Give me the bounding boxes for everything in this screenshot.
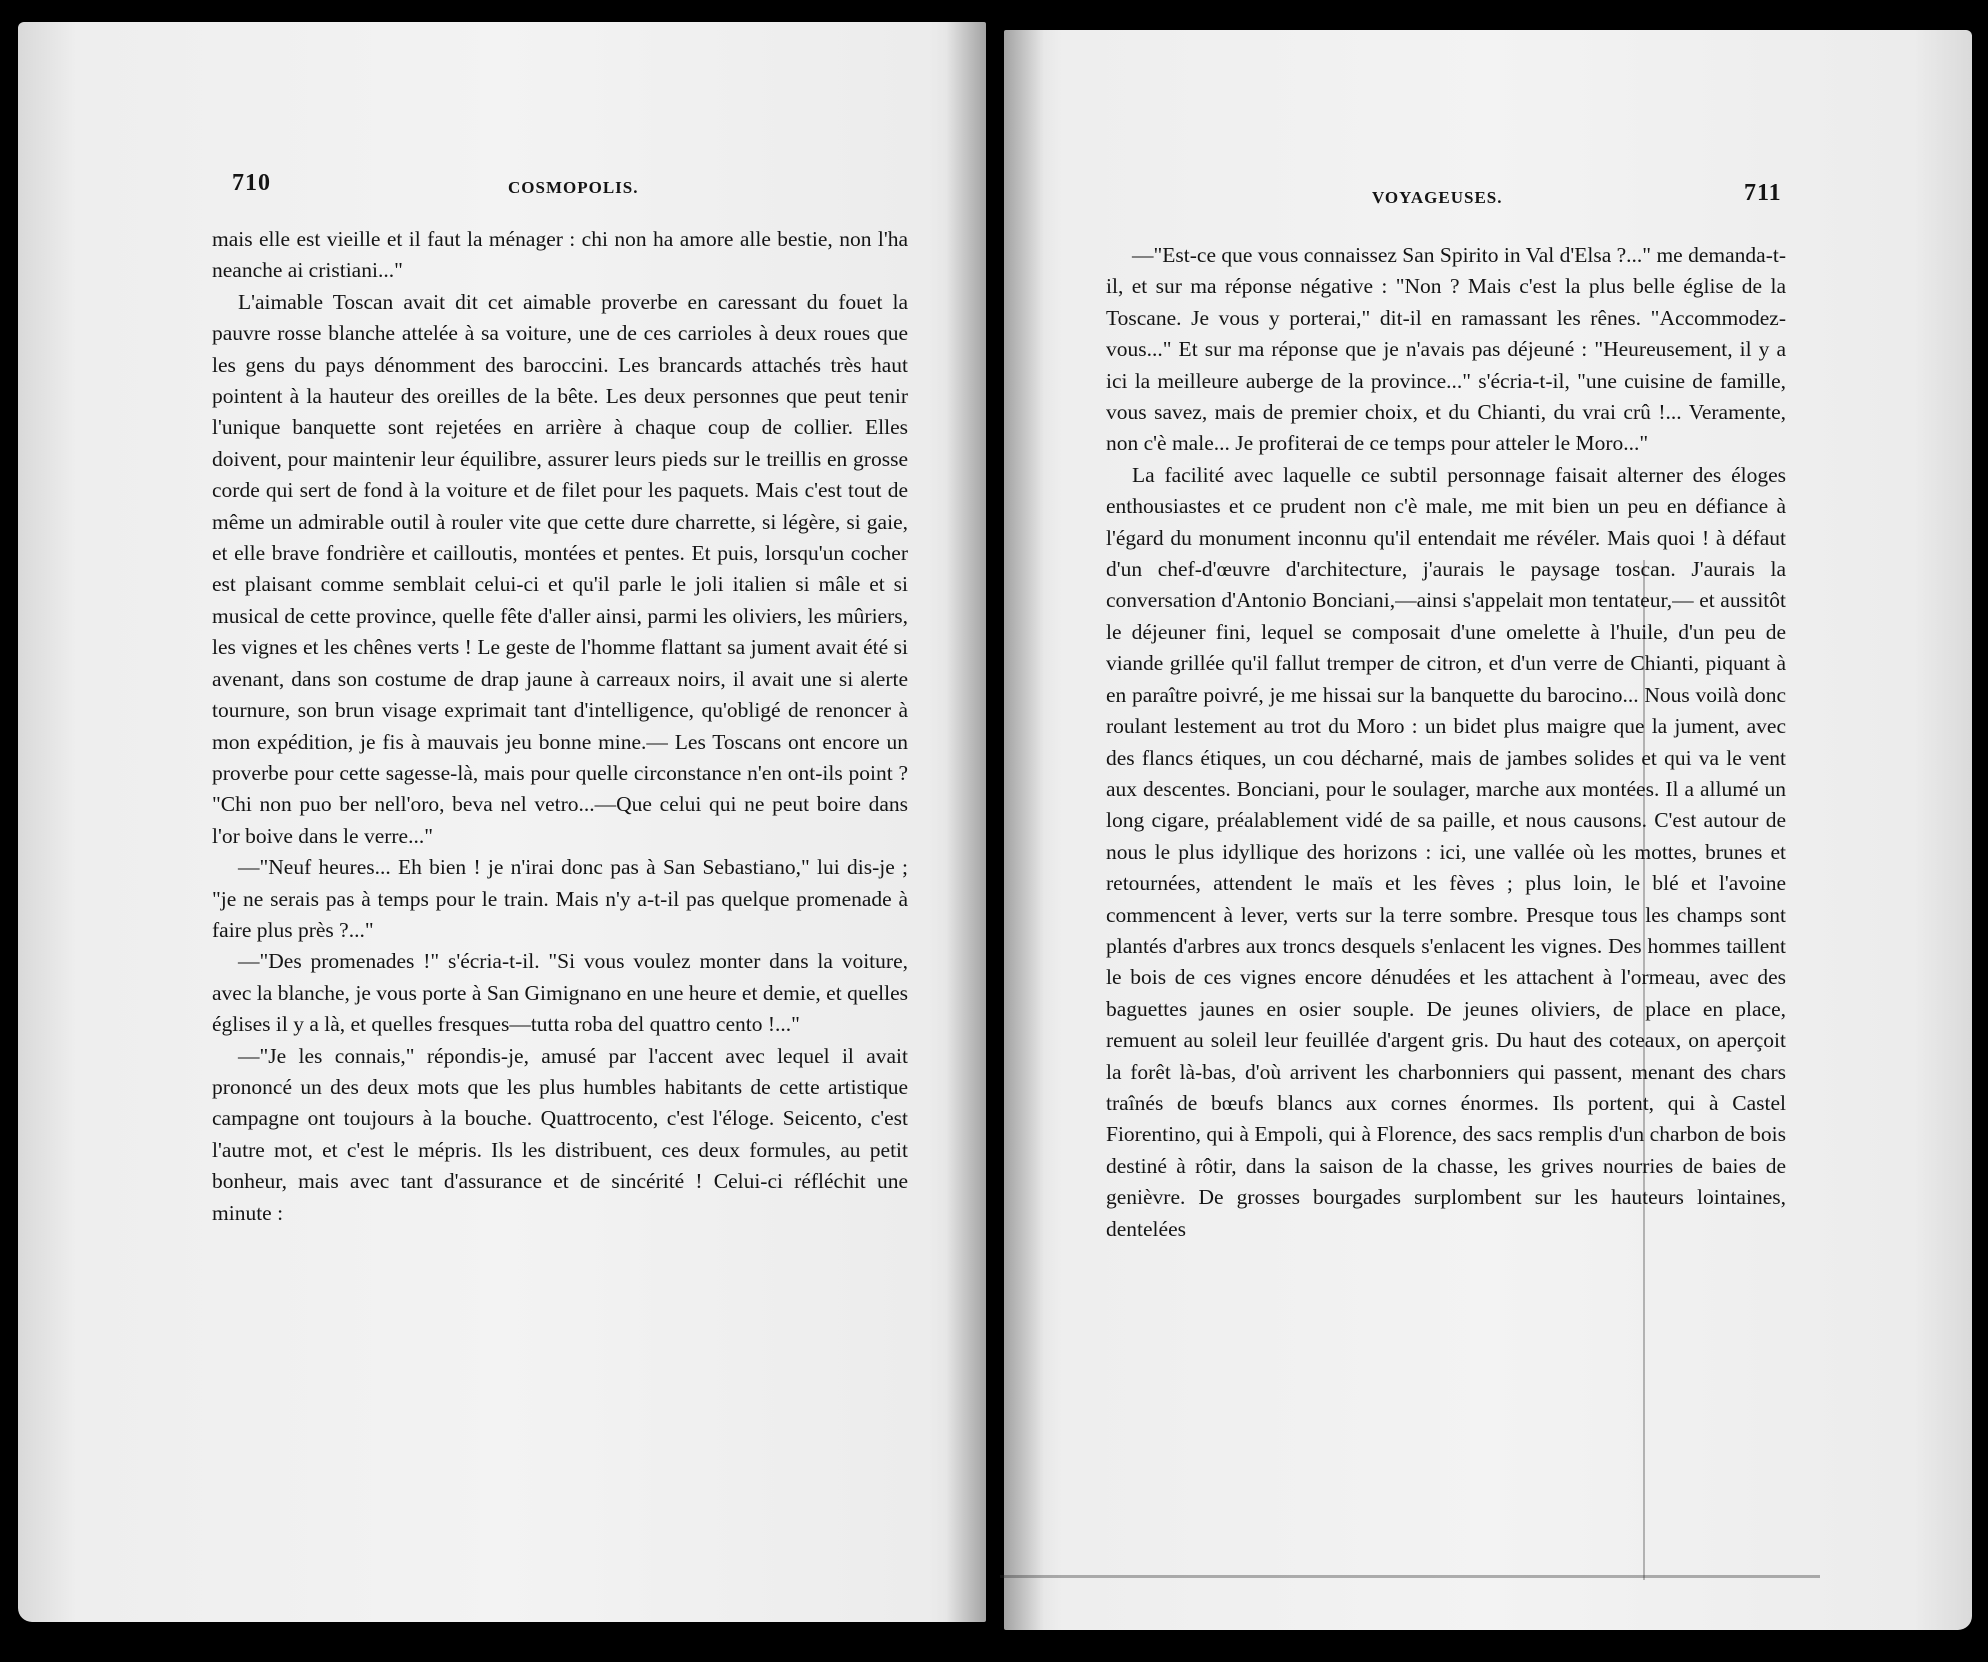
paragraph: —"Est-ce que vous connaissez San Spirito in Val d'Elsa ?..." me demanda-t-il, et sur ma réponse négative : "Non ? Mais c'est la plus belle église de la Toscane. Je vous y porterai," dit-il en ramassant les rênes. "Accommodez-vous..." Et sur ma réponse que je n'avais pas déjeuné : "Heureusement, il y a ici la meilleure auberge de la province..." s'écria-t-il, "une cuisine de famille, vous savez, mais de premier choix, et du Chianti, du vrai crû !... Veramente, non c'è male... Je profiterai de ce temps pour atteler le Moro..."	[1106, 243, 1786, 456]
gutter-shadow	[1004, 30, 1044, 1630]
page-bottom-edge	[1000, 1575, 1820, 1578]
paragraph: —"Neuf heures... Eh bien ! je n'irai donc pas à San Sebastiano," lui dis-je ; "je ne serais pas à temps pour le train. Mais n'y a-t-il pas quelque promenade à faire plus près ?..."	[212, 855, 908, 942]
right-page-body	[1106, 240, 1786, 1245]
paragraph: L'aimable Toscan avait dit cet aimable proverbe en caressant du fouet la pauvre rosse blanche attelée à sa voiture, une de ces carrioles à deux roues que les gens du pays dénomment des baroccini. Les brancards attachés très haut pointent à la hauteur des oreilles de la bête. Les deux personnes que peut tenir l'unique banquette sont rejetées en arrière à chaque coup de collier. Elles doivent, pour maintenir leur équilibre, assurer leurs pieds sur le treillis en grosse corde qui sert de fond à la voiture et de filet pour les paquets. Mais c'est tout de même un admirable outil à rouler vite que cette dure charrette, si légère, si gaie, et elle brave fondrière et cailloutis, montées et pentes. Et puis, lorsqu'un cocher est plaisant comme semblait celui-ci et qu'il parle le joli italien si mâle et si musical de cette province, quelle fête d'aller ainsi, parmi les oliviers, les mûriers, les vignes et les chênes verts ! Le geste de l'homme flattant sa jument avait été si avenant, dans son costume de drap jaune à carreaux noirs, il avait une si alerte tournure, son brun visage exprimait tant d'intelligence, qu'obligé de renoncer à mon expédition, je fis à mauvais jeu bonne mine.— Les Toscans ont encore un proverbe pour cette sagesse-là, mais pour quelle circonstance n'en ont-ils point ? "Chi non puo ber nell'oro, beva nel vetro...—Que celui qui ne peut boire dans l'or boive dans le verre..."	[212, 289, 908, 848]
paragraph: —"Je les connais," répondis-je, amusé par l'accent avec lequel il avait prononcé un des deux mots que les plus humbles habitants de cette artistique campagne ont toujours à la bouche. Quattrocento, c'est l'éloge. Seicento, c'est l'autre mot, et c'est le mépris. Ils les distribuent, ces deux formules, au petit bonheur, mais avec tant d'assurance et de sincérité ! Celui-ci réfléchit une minute :	[212, 1043, 908, 1225]
running-head-left: COSMOPOLIS.	[508, 178, 639, 197]
paragraph: mais elle est vieille et il faut la ménager : chi non ha amore alle bestie, non l'ha neanche ai cristiani..."	[212, 227, 908, 283]
left-page-body	[212, 224, 908, 1229]
page-number-left: 710	[232, 170, 271, 196]
page-number-right: 711	[1744, 180, 1782, 206]
paragraph: —"Des promenades !" s'écria-t-il. "Si vous voulez monter dans la voiture, avec la blanche, je vous porte à San Gimignano en une heure et demie, et quelles églises il y a là, et quelles fresques—tutta roba del quattro cento !..."	[212, 949, 908, 1037]
paragraph: La facilité avec laquelle ce subtil personnage faisait alterner des éloges enthousiastes et ce prudent non c'è male, me mit bien un peu en défiance à l'égard du monument inconnu qu'il entendait me révéler. Mais quoi ! à défaut d'un chef-d'œuvre d'architecture, j'aurais le paysage toscan. J'aurais la conversation d'Antonio Bonciani,—ainsi s'appelait mon tentateur,— et aussitôt le déjeuner fini, lequel se composait d'une omelette à l'huile, d'un peu de viande grillée qu'il fallut tremper de citron, et d'un verre de Chianti, piquant à en paraître poivré, je me hissai sur la banquette du barocino... Nous voilà donc roulant lestement au trot du Moro : un bidet plus maigre que la jument, avec des flancs étiques, un cou décharné, mais de jambes solides et qui va le vent aux descentes. Bonciani, pour le soulager, marche aux montées. Il a allumé un long cigare, préalablement vidé de sa paille, et nous causons. C'est autour de nous le plus idyllique des horizons : ici, une vallée où les mottes, brunes et retournées, attendent le maïs et les fèves ; plus loin, le blé et l'avoine commencent à lever, verts sur la terre sombre. Presque tous les champs sont plantés d'arbres aux troncs desquels s'enlacent les vignes. Des hommes taillent le bois de ces vignes encore dénudées et les attachent à l'ormeau, avec des baguettes jaunes en osier souple. De jeunes oliviers, de place en place, remuent au soleil leur feuillée d'argent gris. Du haut des coteaux, on aperçoit la forêt là-bas, d'où arrivent les charbonniers qui passent, menant des chars traînés de bœufs blancs aux cornes énormes. Ils portent, qui à Castel Fiorentino, qui à Empoli, qui à Florence, des sacs remplis d'un charbon de bois destiné à rôtir, dans la saison de la chasse, les grives nourries de baies de genièvre. De grosses bourgades surplombent sur les hauteurs lointaines, dentelées	[1106, 462, 1786, 1241]
gutter-shadow	[946, 22, 986, 1622]
running-head-right: VOYAGEUSES.	[1372, 188, 1503, 207]
